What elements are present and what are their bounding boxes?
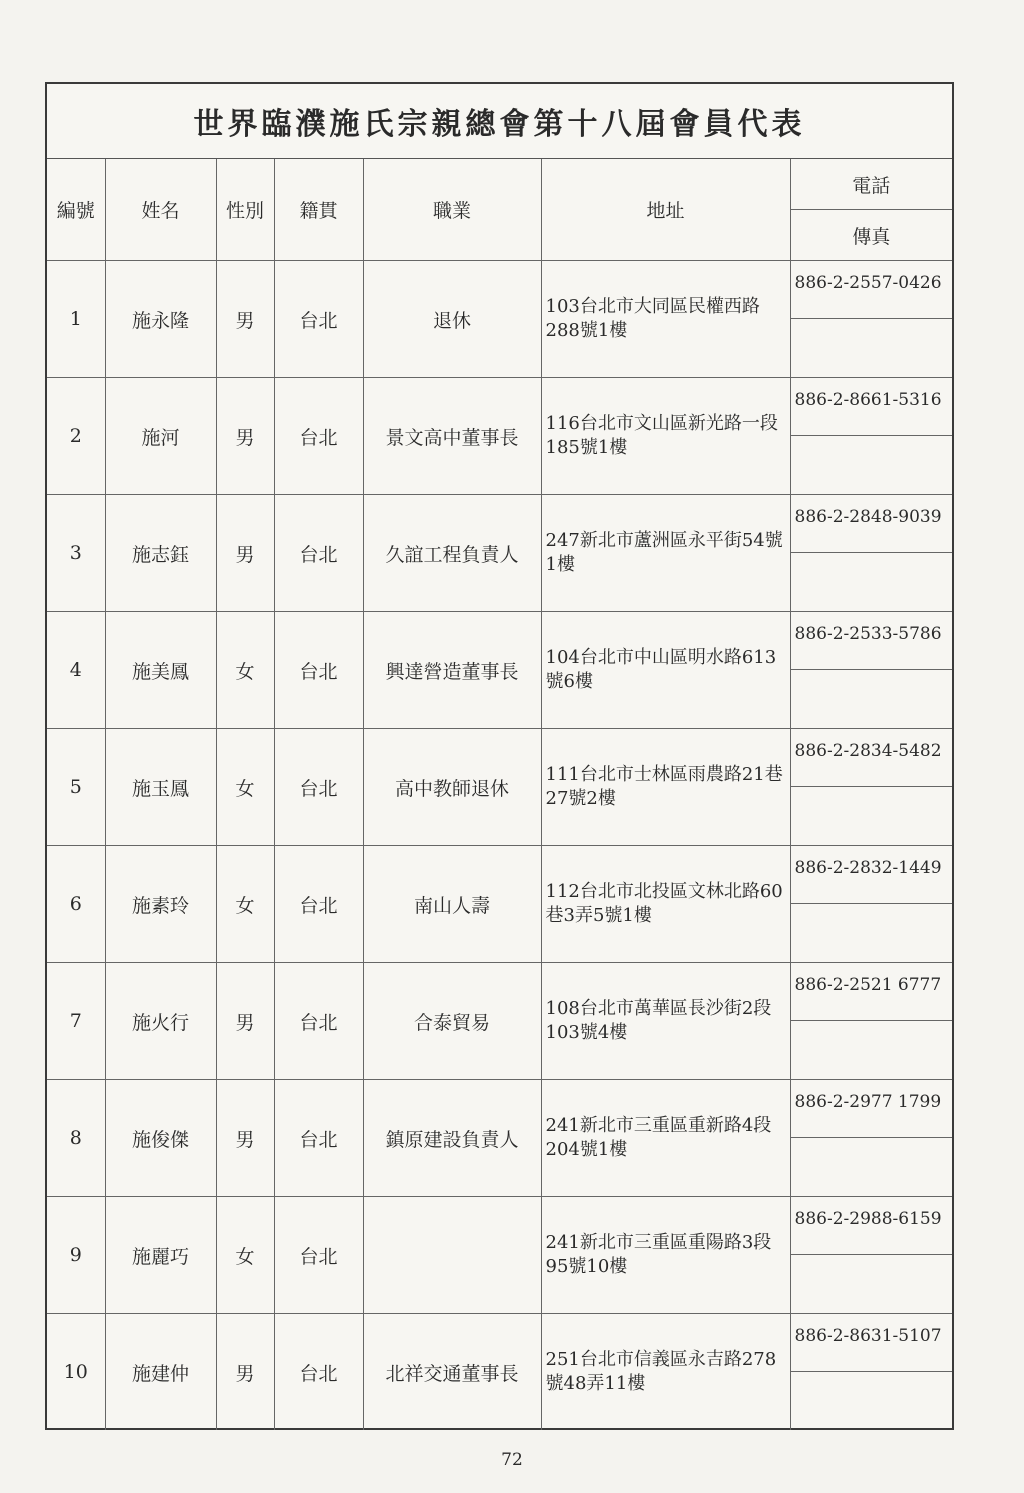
cell-phone: 886-2-2533-5786 bbox=[790, 612, 952, 670]
cell-name: 施玉鳳 bbox=[105, 729, 216, 846]
cell-phone: 886-2-2988-6159 bbox=[790, 1197, 952, 1255]
cell-fax bbox=[790, 904, 952, 963]
table-row bbox=[47, 1314, 952, 1372]
cell-phone: 886-2-8661-5316 bbox=[790, 378, 952, 436]
cell-occupation: 高中教師退休 bbox=[363, 729, 541, 846]
cell-address: 116台北市文山區新光路一段185號1樓 bbox=[541, 378, 790, 495]
cell-name: 施麗巧 bbox=[105, 1197, 216, 1314]
cell-no: 2 bbox=[47, 378, 105, 495]
table-row bbox=[47, 846, 952, 904]
cell-origin: 台北 bbox=[274, 963, 363, 1080]
table-header bbox=[47, 159, 952, 261]
header-origin: 籍貫 bbox=[274, 159, 363, 261]
cell-name: 施美鳳 bbox=[105, 612, 216, 729]
roster-sheet bbox=[45, 82, 954, 1430]
cell-name: 施志鈺 bbox=[105, 495, 216, 612]
header-gender: 性別 bbox=[216, 159, 274, 261]
cell-origin: 台北 bbox=[274, 612, 363, 729]
header-address: 地址 bbox=[541, 159, 790, 261]
cell-gender: 女 bbox=[216, 846, 274, 963]
cell-no: 5 bbox=[47, 729, 105, 846]
cell-occupation: 鎮原建設負責人 bbox=[363, 1080, 541, 1197]
page-number: 72 bbox=[501, 1450, 523, 1470]
header-name: 姓名 bbox=[105, 159, 216, 261]
cell-no: 9 bbox=[47, 1197, 105, 1314]
cell-occupation: 興達營造董事長 bbox=[363, 612, 541, 729]
cell-no: 3 bbox=[47, 495, 105, 612]
cell-fax bbox=[790, 1255, 952, 1314]
cell-phone: 886-2-8631-5107 bbox=[790, 1314, 952, 1372]
cell-origin: 台北 bbox=[274, 261, 363, 378]
cell-phone: 886-2-2977 1799 bbox=[790, 1080, 952, 1138]
cell-fax bbox=[790, 670, 952, 729]
cell-no: 4 bbox=[47, 612, 105, 729]
table-body bbox=[47, 261, 952, 1431]
cell-name: 施永隆 bbox=[105, 261, 216, 378]
cell-gender: 男 bbox=[216, 1080, 274, 1197]
document-title: 世界臨濮施氏宗親總會第十八屆會員代表 bbox=[47, 84, 952, 159]
cell-no: 7 bbox=[47, 963, 105, 1080]
cell-fax bbox=[790, 787, 952, 846]
cell-gender: 男 bbox=[216, 261, 274, 378]
cell-occupation: 久誼工程負責人 bbox=[363, 495, 541, 612]
table-row bbox=[47, 963, 952, 1021]
cell-phone: 886-2-2557-0426 bbox=[790, 261, 952, 319]
cell-gender: 女 bbox=[216, 729, 274, 846]
table-row bbox=[47, 378, 952, 436]
cell-name: 施建仲 bbox=[105, 1314, 216, 1431]
cell-origin: 台北 bbox=[274, 1080, 363, 1197]
cell-address: 112台北市北投區文林北路60巷3弄5號1樓 bbox=[541, 846, 790, 963]
table-row bbox=[47, 1080, 952, 1138]
cell-no: 10 bbox=[47, 1314, 105, 1431]
table-row bbox=[47, 729, 952, 787]
cell-address: 241新北市三重區重新路4段204號1樓 bbox=[541, 1080, 790, 1197]
header-phone: 電話 bbox=[790, 159, 952, 210]
cell-no: 8 bbox=[47, 1080, 105, 1197]
cell-address: 111台北市士林區雨農路21巷27號2樓 bbox=[541, 729, 790, 846]
cell-occupation: 合泰貿易 bbox=[363, 963, 541, 1080]
table-row bbox=[47, 495, 952, 553]
cell-fax bbox=[790, 436, 952, 495]
table-row bbox=[47, 612, 952, 670]
cell-address: 241新北市三重區重陽路3段95號10樓 bbox=[541, 1197, 790, 1314]
cell-fax bbox=[790, 319, 952, 378]
cell-occupation bbox=[363, 1197, 541, 1314]
cell-fax bbox=[790, 553, 952, 612]
cell-phone: 886-2-2834-5482 bbox=[790, 729, 952, 787]
cell-name: 施火行 bbox=[105, 963, 216, 1080]
cell-gender: 女 bbox=[216, 1197, 274, 1314]
table-row bbox=[47, 261, 952, 319]
cell-gender: 女 bbox=[216, 612, 274, 729]
cell-origin: 台北 bbox=[274, 378, 363, 495]
cell-name: 施俊傑 bbox=[105, 1080, 216, 1197]
cell-origin: 台北 bbox=[274, 846, 363, 963]
cell-gender: 男 bbox=[216, 963, 274, 1080]
cell-gender: 男 bbox=[216, 495, 274, 612]
cell-gender: 男 bbox=[216, 378, 274, 495]
cell-origin: 台北 bbox=[274, 1197, 363, 1314]
cell-address: 104台北市中山區明水路613號6樓 bbox=[541, 612, 790, 729]
cell-occupation: 南山人壽 bbox=[363, 846, 541, 963]
cell-name: 施素玲 bbox=[105, 846, 216, 963]
cell-phone: 886-2-2832-1449 bbox=[790, 846, 952, 904]
cell-address: 251台北市信義區永吉路278號48弄11樓 bbox=[541, 1314, 790, 1431]
cell-phone: 886-2-2521 6777 bbox=[790, 963, 952, 1021]
cell-origin: 台北 bbox=[274, 729, 363, 846]
table-row bbox=[47, 1197, 952, 1255]
cell-address: 247新北市蘆洲區永平街54號1樓 bbox=[541, 495, 790, 612]
member-table bbox=[47, 159, 952, 1430]
cell-fax bbox=[790, 1138, 952, 1197]
cell-name: 施河 bbox=[105, 378, 216, 495]
cell-occupation: 北祥交通董事長 bbox=[363, 1314, 541, 1431]
cell-fax bbox=[790, 1021, 952, 1080]
header-occupation: 職業 bbox=[363, 159, 541, 261]
cell-phone: 886-2-2848-9039 bbox=[790, 495, 952, 553]
cell-occupation: 退休 bbox=[363, 261, 541, 378]
cell-origin: 台北 bbox=[274, 1314, 363, 1431]
cell-origin: 台北 bbox=[274, 495, 363, 612]
cell-occupation: 景文高中董事長 bbox=[363, 378, 541, 495]
cell-gender: 男 bbox=[216, 1314, 274, 1431]
cell-address: 108台北市萬華區長沙街2段103號4樓 bbox=[541, 963, 790, 1080]
cell-no: 6 bbox=[47, 846, 105, 963]
cell-address: 103台北市大同區民權西路288號1樓 bbox=[541, 261, 790, 378]
cell-no: 1 bbox=[47, 261, 105, 378]
header-no: 編號 bbox=[47, 159, 105, 261]
cell-fax bbox=[790, 1372, 952, 1431]
header-fax: 傳真 bbox=[790, 210, 952, 261]
